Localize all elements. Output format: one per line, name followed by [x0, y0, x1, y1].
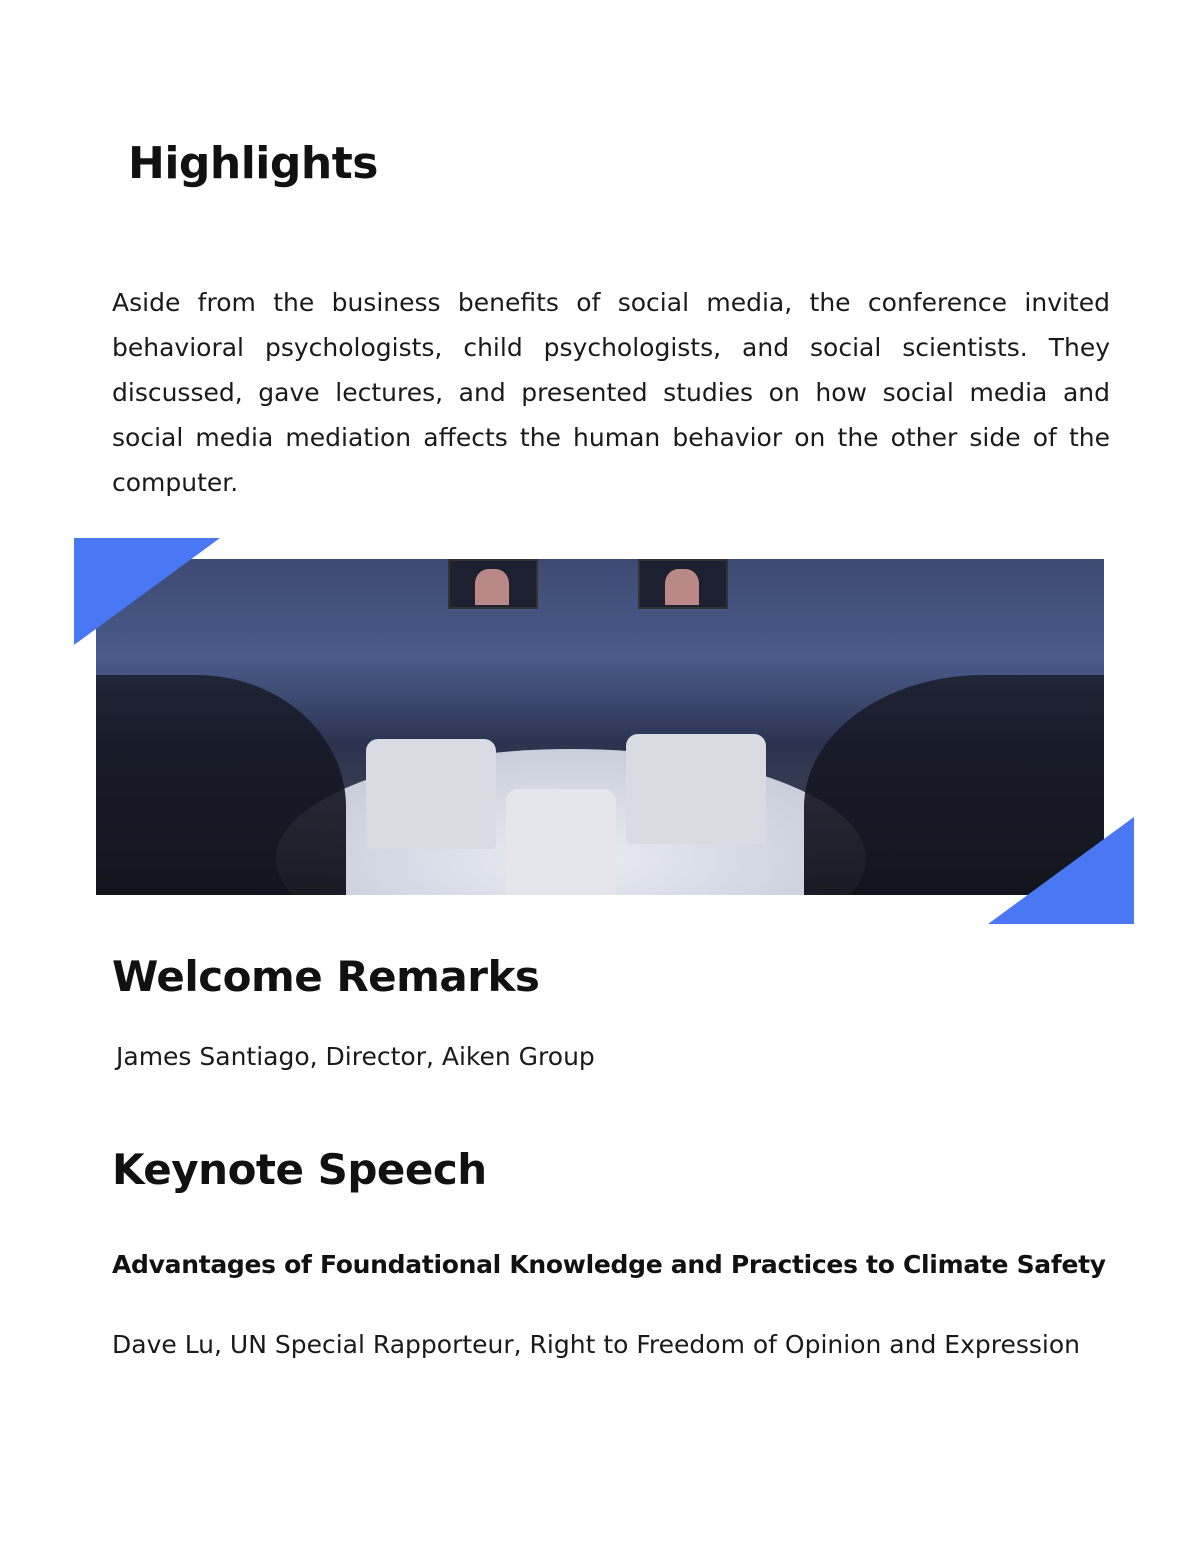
highlights-heading: Highlights [128, 138, 378, 189]
accent-triangle-top-left [74, 538, 220, 645]
conference-panel-photo [96, 559, 1104, 895]
audience-left [96, 675, 346, 895]
chair [366, 739, 496, 849]
welcome-heading: Welcome Remarks [112, 952, 540, 1001]
highlights-paragraph: Aside from the business benefits of social media, the conference invited behavioral psychologists, child psychologists, and social scientists. They discussed, gave lectures, and presented studies on how social media and social media mediation affects the human behavior on the other side of the computer. [112, 288, 1110, 497]
keynote-topic: Advantages of Foundational Knowledge and Practices to Climate Safety [112, 1250, 1106, 1279]
monitor-screen [638, 559, 728, 609]
conference-photo-frame [74, 538, 1134, 924]
keynote-heading: Keynote Speech [112, 1145, 487, 1194]
welcome-speaker: James Santiago, Director, Aiken Group [116, 1042, 595, 1071]
chair [626, 734, 766, 844]
monitor-screen [448, 559, 538, 609]
accent-triangle-bottom-right [988, 817, 1134, 924]
table [506, 789, 616, 895]
keynote-speaker: Dave Lu, UN Special Rapporteur, Right to Freedom of Opinion and Expression [112, 1330, 1080, 1359]
